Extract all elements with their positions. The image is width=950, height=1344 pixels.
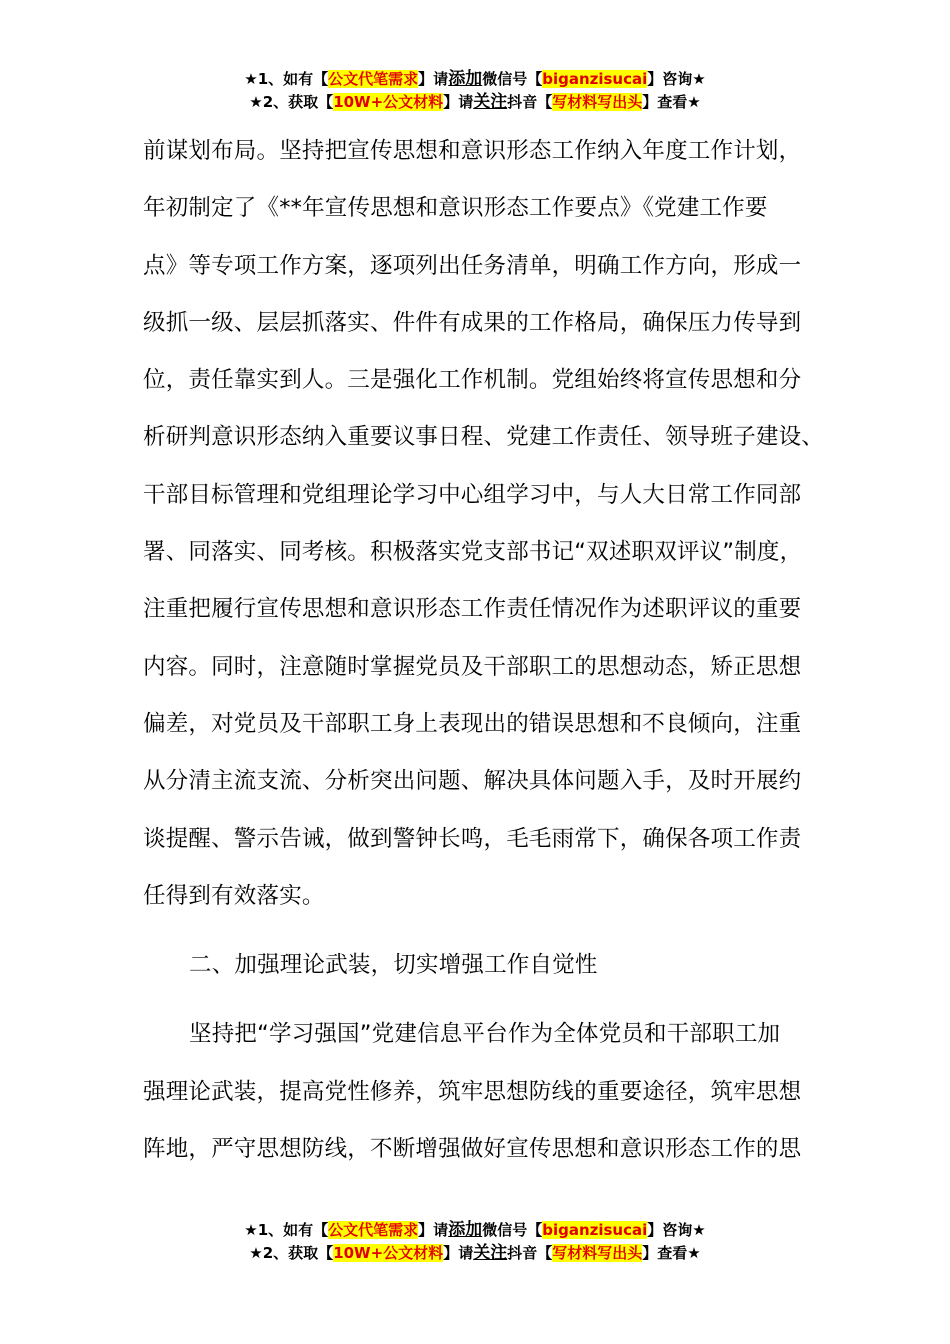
service-highlight: 公文代笔需求 bbox=[328, 70, 419, 88]
footer-line-2-suffix: 】查看★ bbox=[642, 1244, 701, 1262]
body-line: 强理论武装，提高党性修养，筑牢思想防线的重要途径，筑牢思想 bbox=[143, 1078, 802, 1105]
body-line: 谈提醒、警示告诫，做到警钟长鸣，毛毛雨常下，确保各项工作责 bbox=[143, 825, 802, 852]
footer-line-2 bbox=[0, 1242, 950, 1265]
header-line-1-mid2: 微信号【 bbox=[482, 70, 543, 88]
add-emphasis: 添加 bbox=[448, 69, 483, 89]
header-line-1 bbox=[0, 68, 950, 91]
footer-line-1-prefix: ★1、如有【 bbox=[244, 1221, 329, 1239]
paragraph-gap bbox=[143, 925, 833, 937]
body-line: 坚持把“学习强国”党建信息平台作为全体党员和干部职工加 bbox=[189, 1021, 781, 1048]
body-line: 干部目标管理和党组理论学习中心组学习中，与人大日常工作同部 bbox=[143, 481, 802, 508]
body-line: 年初制定了《**年宣传思想和意识形态工作要点》《党建工作要 bbox=[143, 195, 768, 222]
douyin-account-highlight: 写材料写出头 bbox=[552, 93, 643, 111]
materials-highlight: 10W+公文材料 bbox=[333, 1244, 444, 1262]
footer-banner bbox=[0, 1219, 950, 1265]
body-line: 点》等专项工作方案，逐项列出任务清单，明确工作方向，形成一 bbox=[143, 252, 802, 279]
footer-line-1-mid1: 】请 bbox=[418, 1221, 449, 1239]
materials-highlight: 10W+公文材料 bbox=[333, 93, 444, 111]
section-heading: 二、加强理论武装，切实增强工作自觉性 bbox=[189, 952, 598, 979]
follow-emphasis: 关注 bbox=[473, 92, 508, 112]
footer-line-2-mid2: 抖音【 bbox=[507, 1244, 553, 1262]
follow-emphasis: 关注 bbox=[473, 1243, 508, 1263]
body-line: 位，责任靠实到人。三是强化工作机制。党组始终将宣传思想和分 bbox=[143, 367, 802, 394]
wechat-id-highlight: biganzisucai bbox=[542, 70, 648, 88]
header-line-1-prefix: ★1、如有【 bbox=[244, 70, 329, 88]
header-line-1-mid1: 】请 bbox=[418, 70, 449, 88]
body-line: 内容。同时，注意随时掌握党员及干部职工的思想动态，矫正思想 bbox=[143, 653, 802, 680]
footer-line-2-mid1: 】请 bbox=[443, 1244, 474, 1262]
header-line-2-prefix: ★2、获取【 bbox=[249, 93, 334, 111]
document-body bbox=[143, 123, 833, 1178]
footer-line-1-suffix: 】咨询★ bbox=[647, 1221, 706, 1239]
service-highlight: 公文代笔需求 bbox=[328, 1221, 419, 1239]
body-line: 阵地，严守思想防线，不断增强做好宣传思想和意识形态工作的思 bbox=[143, 1136, 802, 1163]
douyin-account-highlight: 写材料写出头 bbox=[552, 1244, 643, 1262]
header-line-2-mid2: 抖音【 bbox=[507, 93, 553, 111]
add-emphasis: 添加 bbox=[448, 1220, 483, 1240]
body-line: 从分清主流支流、分析突出问题、解决具体问题入手，及时开展约 bbox=[143, 768, 802, 795]
footer-line-2-prefix: ★2、获取【 bbox=[249, 1244, 334, 1262]
body-line: 署、同落实、同考核。积极落实党支部书记“双述职双评议”制度， bbox=[143, 539, 803, 566]
footer-line-1-mid2: 微信号【 bbox=[482, 1221, 543, 1239]
header-line-2 bbox=[0, 91, 950, 114]
header-banner bbox=[0, 68, 950, 114]
body-line: 偏差，对党员及干部职工身上表现出的错误思想和不良倾向，注重 bbox=[143, 710, 802, 737]
body-line: 注重把履行宣传思想和意识形态工作责任情况作为述职评议的重要 bbox=[143, 596, 802, 623]
header-line-2-suffix: 】查看★ bbox=[642, 93, 701, 111]
body-line: 任得到有效落实。 bbox=[143, 882, 325, 909]
body-line: 前谋划布局。坚持把宣传思想和意识形态工作纳入年度工作计划， bbox=[143, 138, 802, 164]
header-line-2-mid1: 】请 bbox=[443, 93, 474, 111]
body-line: 级抓一级、层层抓落实、件件有成果的工作格局，确保压力传导到 bbox=[143, 309, 802, 336]
footer-line-1 bbox=[0, 1219, 950, 1242]
header-line-1-suffix: 】咨询★ bbox=[647, 70, 706, 88]
wechat-id-highlight: biganzisucai bbox=[542, 1221, 648, 1239]
body-line: 析研判意识形态纳入重要议事日程、党建工作责任、领导班子建设、 bbox=[143, 424, 825, 451]
paragraph-gap bbox=[143, 994, 833, 1006]
